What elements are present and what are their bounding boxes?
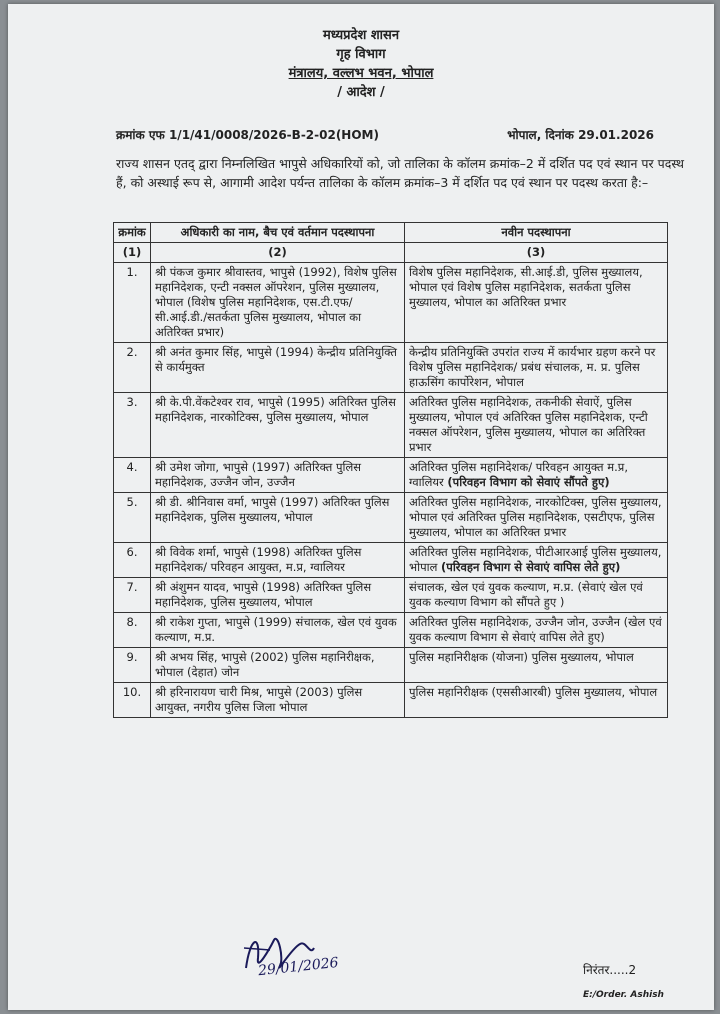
continued-marker: निरंतर.....2 — [583, 963, 637, 977]
row-new-posting — [405, 543, 668, 578]
row-current-posting: श्री राकेश गुप्ता, भापुसे (1999) संचालक, खेल एवं युवक कल्याण, म.प्र. — [151, 613, 405, 648]
table-row — [114, 343, 668, 393]
row-serial: 1. — [114, 263, 151, 343]
row-current-posting: श्री हरिनारायण चारी मिश्र, भापुसे (2003) पुलिस आयुक्त, नगरीय पुलिस जिला भोपाल — [151, 683, 405, 718]
row-new-posting — [405, 263, 668, 343]
govt-name: मध्यप्रदेश शासन — [322, 28, 400, 43]
row-current-posting: श्री पंकज कुमार श्रीवास्तव, भापुसे (1992), विशेष पुलिस महानिदेशक, एन्टी नक्सल ऑपरेशन, पुलिस मुख्यालय, भोपाल (विशेष पुलिस महानिदेशक, एस.टी.एफ/ सी.आई.डी./सतर्कता पुलिस मुख्यालय, भोपाल का अतिरिक्त प्रभार) — [151, 263, 405, 343]
row-new-posting — [405, 613, 668, 648]
place-date: भोपाल, दिनांक 29.01.2026 — [507, 128, 654, 142]
row-serial: 2. — [114, 343, 151, 393]
row-serial: 6. — [114, 543, 151, 578]
new-posting-text: अतिरिक्त पुलिस महानिदेशक, उज्जैन जोन, उज्जैन (खेल एवं युवक कल्याण विभाग से सेवाएं वापिस लेते हुए) — [409, 615, 662, 644]
document-page — [8, 4, 714, 1010]
department-name: गृह विभाग — [336, 47, 386, 62]
col-number-2: (2) — [151, 243, 405, 263]
row-current-posting: श्री अनंत कुमार सिंह, भापुसे (1994) केन्द्रीय प्रतिनियुक्ति से कार्यमुक्त — [151, 343, 405, 393]
table-row — [114, 578, 668, 613]
col-number-3: (3) — [405, 243, 668, 263]
row-current-posting: श्री अभय सिंह, भापुसे (2002) पुलिस महानिरीक्षक, भोपाल (देहात) जोन — [151, 648, 405, 683]
reference-line — [116, 126, 654, 143]
table-row — [114, 543, 668, 578]
intro-paragraph: राज्य शासन एतद् द्वारा निम्नलिखित भापुसे अधिकारियों को, जो तालिका के कॉलम क्रमांक–2 में दर्शित पद एवं स्थान पर पदस्थ हैं, को अस्थाई रूप से, आगामी आदेश पर्यन्त तालिका के कॉलम क्रमांक–3 में दर्शित पद एवं स्थान पर पदस्थ करता है:– — [116, 156, 684, 190]
row-serial: 7. — [114, 578, 151, 613]
new-posting-text: विशेष पुलिस महानिदेशक, सी.आई.डी, पुलिस मुख्यालय, भोपाल एवं विशेष पुलिस महानिदेशक, सतर्कता पुलिस मुख्यालय, भोपाल का अतिरिक्त प्रभार — [409, 265, 643, 309]
table-row — [114, 683, 668, 718]
col-number-1: (1) — [114, 243, 151, 263]
row-new-posting — [405, 493, 668, 543]
row-serial: 3. — [114, 393, 151, 458]
new-posting-text: अतिरिक्त पुलिस महानिदेशक, पीटीआरआई पुलिस मुख्यालय, भोपाल — [409, 545, 662, 574]
row-serial: 5. — [114, 493, 151, 543]
row-current-posting: श्री डी. श्रीनिवास वर्मा, भापुसे (1997) अतिरिक्त पुलिस महानिदेशक, पुलिस मुख्यालय, भोपाल — [151, 493, 405, 543]
new-posting-text: पुलिस महानिरीक्षक (एससीआरबी) पुलिस मुख्यालय, भोपाल — [409, 685, 658, 699]
signature-date: 29/01/2026 — [257, 954, 340, 980]
row-current-posting: श्री उमेश जोगा, भापुसे (1997) अतिरिक्त पुलिस महानिदेशक, उज्जैन जोन, उज्जैन — [151, 458, 405, 493]
table-row — [114, 613, 668, 648]
order-note: E:/Order. Ashish — [583, 990, 664, 1000]
row-current-posting: श्री विवेक शर्मा, भापुसे (1998) अतिरिक्त पुलिस महानिदेशक/ परिवहन आयुक्त, म.प्र, ग्वालियर — [151, 543, 405, 578]
new-posting-text: केन्द्रीय प्रतिनियुक्ति उपरांत राज्य में कार्यभार ग्रहण करने पर विशेष पुलिस महानिदेशक/ प्रबंध संचालक, म. प्र. पुलिस हाऊसिंग कार्पोरेशन, भोपाल — [409, 345, 656, 389]
reference-number: क्रमांक एफ 1/1/41/0008/2026-B-2-02(HOM) — [116, 128, 379, 142]
new-posting-text: अतिरिक्त पुलिस महानिदेशक, नारकोटिक्स, पुलिस मुख्यालय, भोपाल एवं अतिरिक्त पुलिस महानिदेशक, एसटीएफ, पुलिस मुख्यालय, भोपाल का अतिरिक्त प्रभार — [409, 495, 662, 539]
row-new-posting — [405, 343, 668, 393]
table-row — [114, 393, 668, 458]
table-row — [114, 263, 668, 343]
postings-table — [113, 222, 668, 718]
col-header-new-posting: नवीन पदस्थापना — [405, 223, 668, 243]
table-row — [114, 458, 668, 493]
new-posting-note: (परिवहन विभाग को सेवाएं सौंपते हुए) — [447, 475, 610, 489]
row-current-posting: श्री अंशुमन यादव, भापुसे (1998) अतिरिक्त पुलिस महानिदेशक, पुलिस मुख्यालय, भोपाल — [151, 578, 405, 613]
row-new-posting — [405, 683, 668, 718]
table-row — [114, 493, 668, 543]
letterhead — [8, 26, 714, 102]
row-serial: 9. — [114, 648, 151, 683]
new-posting-text: संचालक, खेल एवं युवक कल्याण, म.प्र. (सेवाएं खेल एवं युवक कल्याण विभाग को सौंपते हुए ) — [409, 580, 643, 609]
new-posting-text: अतिरिक्त पुलिस महानिदेशक, तकनीकी सेवाऐं, पुलिस मुख्यालय, भोपाल एवं अतिरिक्त पुलिस महानिदेशक, एन्टी नक्सल ऑपरेशन, पुलिस मुख्यालय, भोपाल का अतिरिक्त प्रभार — [409, 395, 648, 454]
row-serial: 10. — [114, 683, 151, 718]
new-posting-text: पुलिस महानिरीक्षक (योजना) पुलिस मुख्यालय, भोपाल — [409, 650, 634, 664]
row-new-posting — [405, 458, 668, 493]
col-header-officer: अधिकारी का नाम, बैच एवं वर्तमान पदस्थापना — [151, 223, 405, 243]
row-current-posting: श्री के.पी.वेंकटेश्वर राव, भापुसे (1995) अतिरिक्त पुलिस महानिदेशक, नारकोटिक्स, पुलिस मुख्यालय, भोपाल — [151, 393, 405, 458]
office-address: मंत्रालय, वल्लभ भवन, भोपाल — [288, 66, 434, 81]
new-posting-text: अतिरिक्त पुलिस महानिदेशक/ परिवहन आयुक्त म.प्र, ग्वालियर — [409, 460, 629, 489]
row-new-posting — [405, 648, 668, 683]
new-posting-note: (परिवहन विभाग से सेवाएं वापिस लेते हुए) — [441, 560, 621, 574]
table-row — [114, 648, 668, 683]
order-title: / आदेश / — [337, 85, 385, 100]
row-serial: 4. — [114, 458, 151, 493]
col-header-serial: क्रमांक — [114, 223, 151, 243]
row-serial: 8. — [114, 613, 151, 648]
row-new-posting — [405, 393, 668, 458]
row-new-posting — [405, 578, 668, 613]
